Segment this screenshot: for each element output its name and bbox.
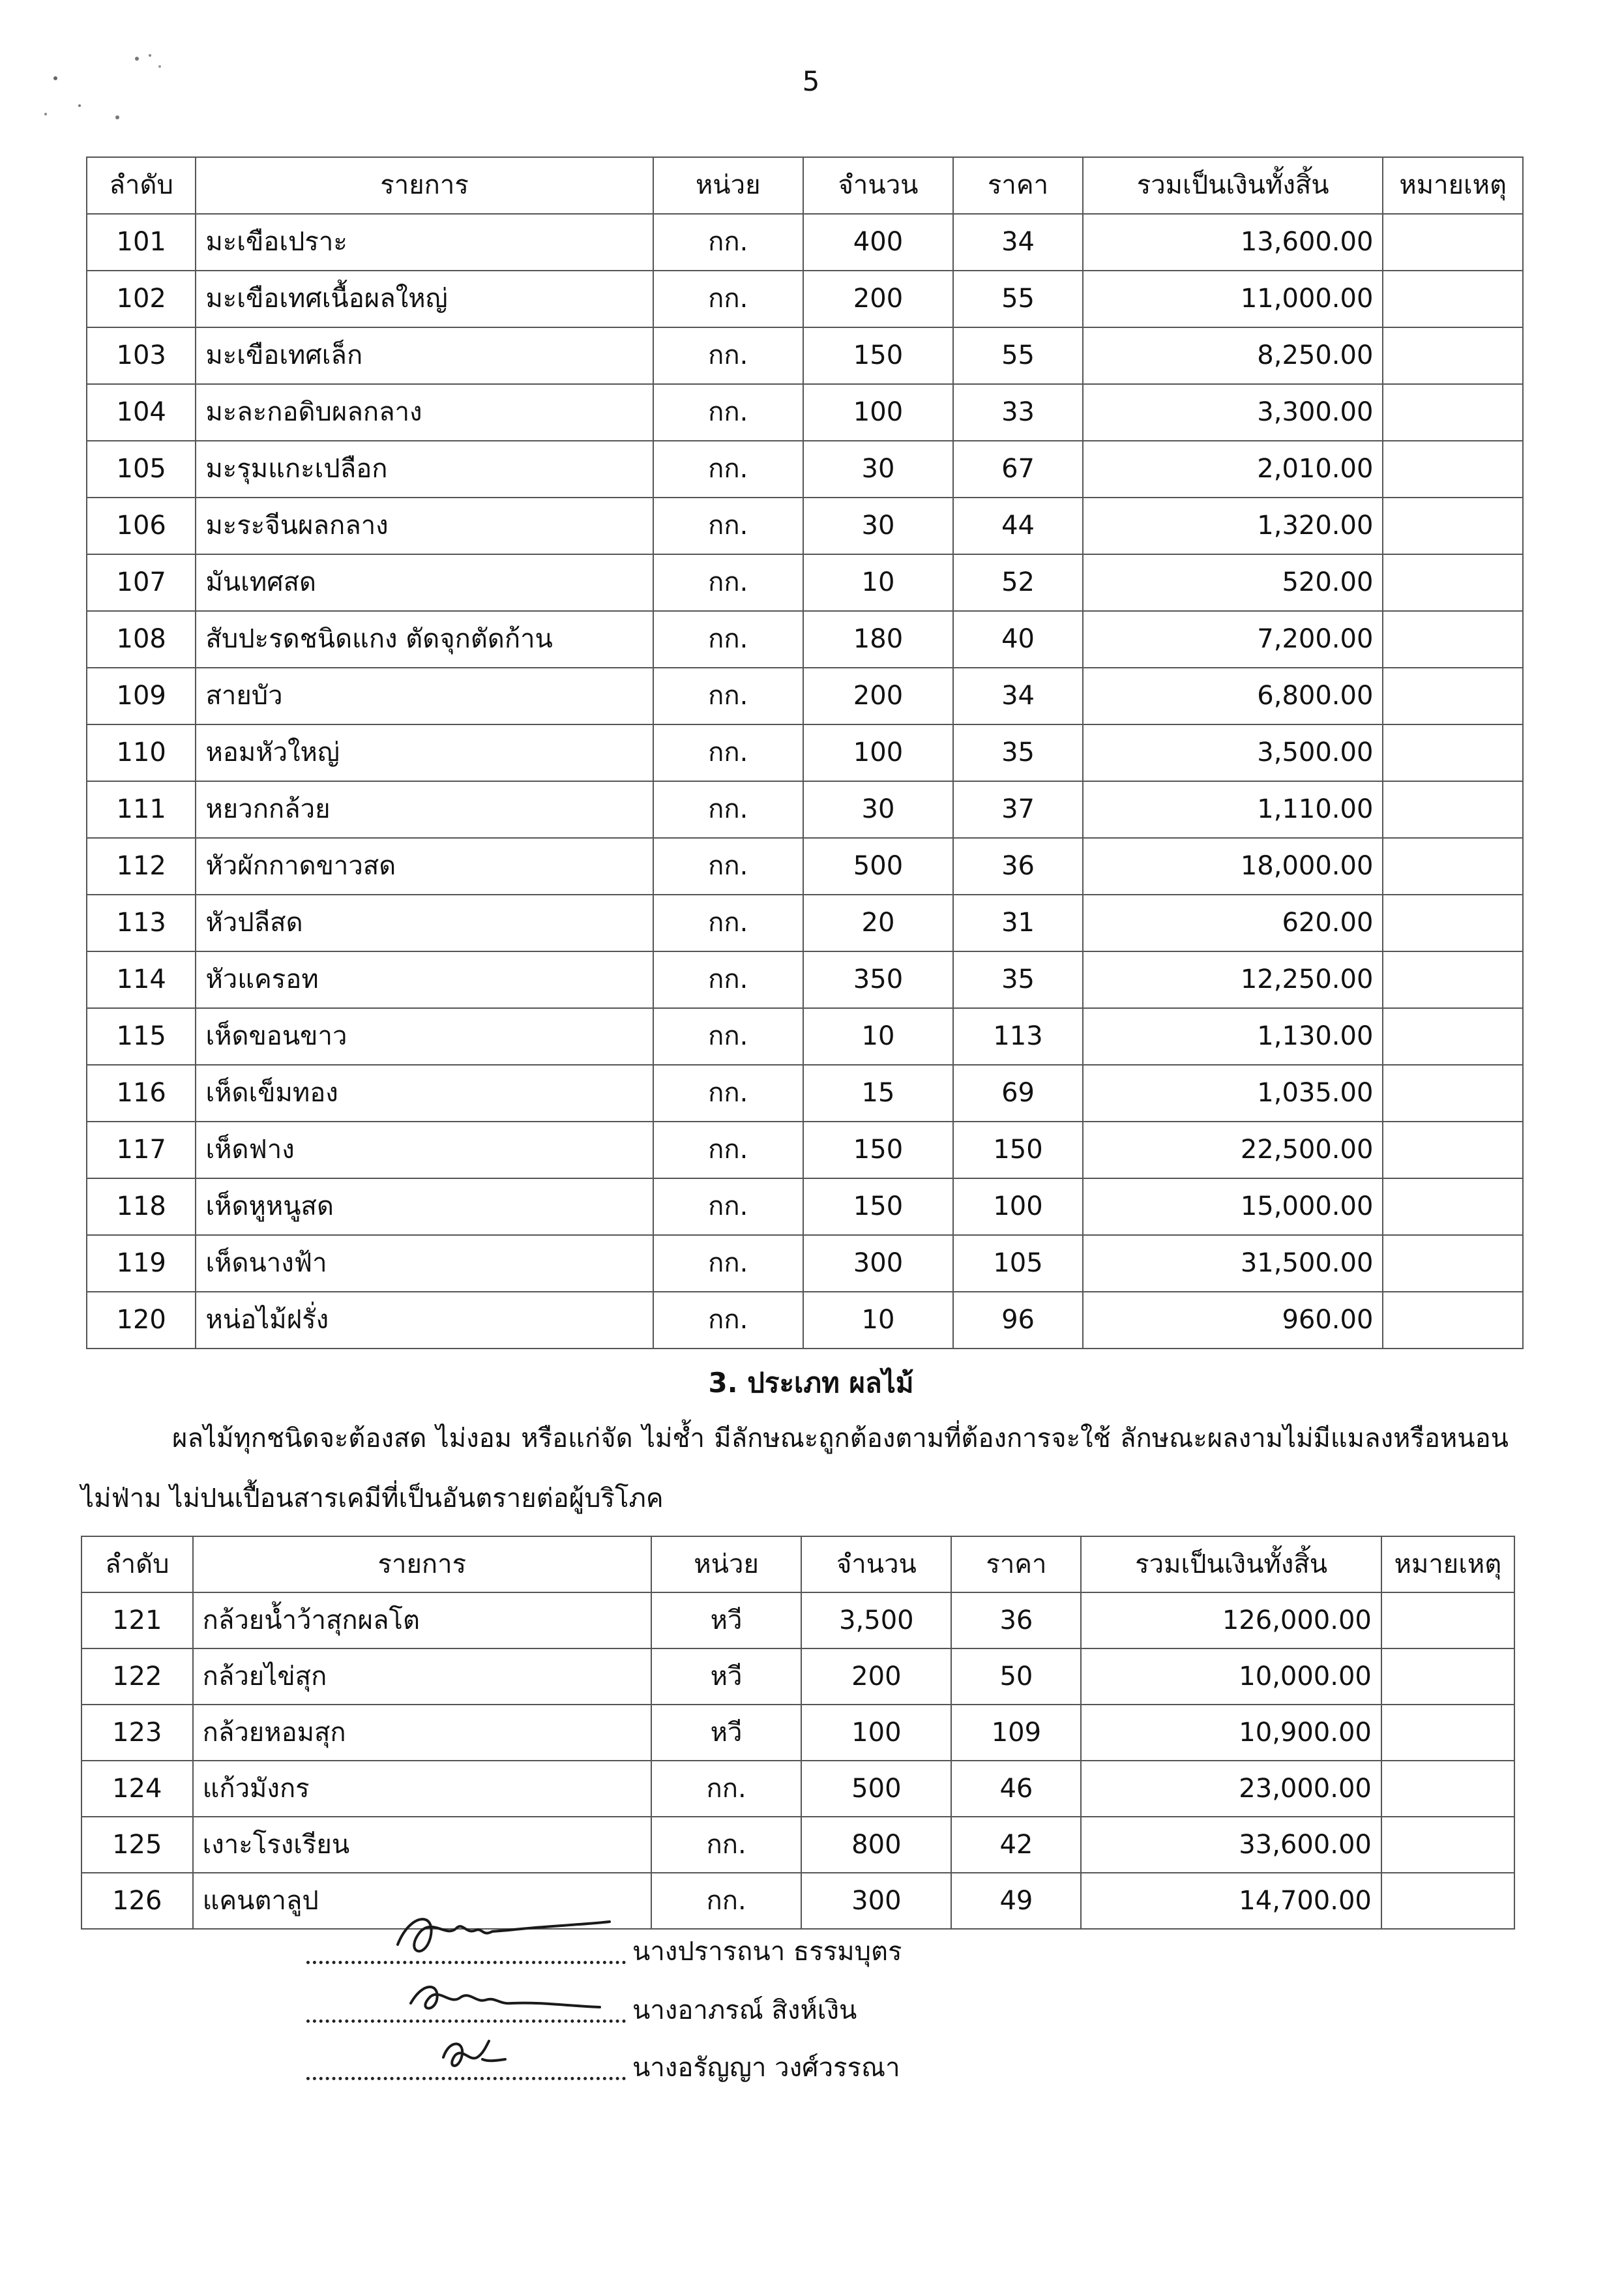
cell-note <box>1383 781 1523 838</box>
cell-note <box>1383 554 1523 611</box>
cell-total: 7,200.00 <box>1083 611 1383 668</box>
cell-total: 10,900.00 <box>1081 1705 1381 1761</box>
cell-price: 69 <box>953 1065 1083 1122</box>
table-row <box>87 781 1523 838</box>
cell-qty: 150 <box>803 1122 953 1178</box>
col-header-unit: หน่วย <box>653 157 803 214</box>
cell-total: 126,000.00 <box>1081 1592 1381 1648</box>
cell-total: 1,130.00 <box>1083 1008 1383 1065</box>
cell-item: เห็ดหูหนูสด <box>196 1178 653 1235</box>
cell-unit: กก. <box>653 838 803 895</box>
cell-no: 103 <box>87 327 196 384</box>
cell-note <box>1383 951 1523 1008</box>
cell-item: หอมหัวใหญ่ <box>196 724 653 781</box>
table-header-row <box>81 1536 1514 1592</box>
cell-qty: 180 <box>803 611 953 668</box>
cell-note <box>1383 1292 1523 1349</box>
cell-no: 122 <box>81 1648 193 1705</box>
table-body <box>87 214 1523 1349</box>
cell-no: 121 <box>81 1592 193 1648</box>
table-row <box>81 1648 1514 1705</box>
cell-unit: กก. <box>653 327 803 384</box>
cell-price: 46 <box>951 1761 1081 1817</box>
cell-no: 111 <box>87 781 196 838</box>
cell-item: มะเขือเทศเนื้อผลใหญ่ <box>196 271 653 327</box>
cell-item: กล้วยหอมสุก <box>193 1705 651 1761</box>
col-header-item: รายการ <box>196 157 653 214</box>
cell-price: 100 <box>953 1178 1083 1235</box>
cell-note <box>1383 1065 1523 1122</box>
cell-price: 150 <box>953 1122 1083 1178</box>
cell-note <box>1383 724 1523 781</box>
cell-no: 117 <box>87 1122 196 1178</box>
handwritten-signature <box>385 1964 619 2029</box>
cell-price: 36 <box>951 1592 1081 1648</box>
cell-item: มะระจีนผลกลาง <box>196 498 653 554</box>
cell-total: 6,800.00 <box>1083 668 1383 724</box>
cell-price: 34 <box>953 668 1083 724</box>
cell-price: 31 <box>953 895 1083 951</box>
cell-qty: 200 <box>801 1648 951 1705</box>
cell-note <box>1383 1008 1523 1065</box>
cell-unit: กก. <box>653 781 803 838</box>
cell-note <box>1383 611 1523 668</box>
col-header-item: รายการ <box>193 1536 651 1592</box>
cell-item: เห็ดฟาง <box>196 1122 653 1178</box>
cell-qty: 100 <box>803 724 953 781</box>
cell-total: 14,700.00 <box>1081 1873 1381 1929</box>
cell-unit: กก. <box>651 1873 801 1929</box>
cell-unit: กก. <box>653 1292 803 1349</box>
cell-unit: กก. <box>653 554 803 611</box>
cell-note <box>1383 214 1523 271</box>
cell-unit: กก. <box>653 1178 803 1235</box>
cell-no: 114 <box>87 951 196 1008</box>
col-header-qty: จำนวน <box>801 1536 951 1592</box>
table-row <box>87 214 1523 271</box>
cell-no: 116 <box>87 1065 196 1122</box>
cell-unit: กก. <box>653 895 803 951</box>
cell-qty: 100 <box>803 384 953 441</box>
cell-total: 33,600.00 <box>1081 1817 1381 1873</box>
cell-qty: 100 <box>801 1705 951 1761</box>
col-header-no: ลำดับ <box>87 157 196 214</box>
table-row <box>87 1178 1523 1235</box>
table-body <box>81 1592 1514 1929</box>
cell-no: 126 <box>81 1873 193 1929</box>
cell-qty: 15 <box>803 1065 953 1122</box>
cell-note <box>1383 327 1523 384</box>
cell-total: 11,000.00 <box>1083 271 1383 327</box>
cell-unit: กก. <box>653 1235 803 1292</box>
cell-item: มันเทศสด <box>196 554 653 611</box>
cell-total: 22,500.00 <box>1083 1122 1383 1178</box>
cell-unit: กก. <box>653 271 803 327</box>
cell-item: มะรุมแกะเปลือก <box>196 441 653 498</box>
section-description: ผลไม้ทุกชนิดจะต้องสด ไม่งอม หรือแก่จัด ไม่ช้ำ มีลักษณะถูกต้องตามที่ต้องการจะใช้ ลักษณะผลงามไม่มีแมลงหรือหนอน ไม่ฟ่าม ไม่ปนเปื้อนสารเคมีที่เป็นอันตรายต่อผู้บริโภค <box>81 1424 1509 1513</box>
table-row <box>87 271 1523 327</box>
cell-no: 118 <box>87 1178 196 1235</box>
cell-qty: 200 <box>803 271 953 327</box>
table-row <box>87 895 1523 951</box>
col-header-qty: จำนวน <box>803 157 953 214</box>
cell-qty: 3,500 <box>801 1592 951 1648</box>
table-row <box>81 1873 1514 1929</box>
col-header-total: รวมเป็นเงินทั้งสิ้น <box>1083 157 1383 214</box>
cell-note <box>1383 441 1523 498</box>
cell-qty: 30 <box>803 498 953 554</box>
cell-item: หยวกกล้วย <box>196 781 653 838</box>
cell-item: สายบัว <box>196 668 653 724</box>
cell-price: 105 <box>953 1235 1083 1292</box>
cell-unit: กก. <box>653 1065 803 1122</box>
cell-total: 31,500.00 <box>1083 1235 1383 1292</box>
table-row <box>87 1008 1523 1065</box>
cell-note <box>1383 668 1523 724</box>
cell-price: 109 <box>951 1705 1081 1761</box>
handwritten-signature <box>385 2021 580 2087</box>
signatory-name: นางอาภรณ์ สิงห์เงิน <box>632 1995 857 2025</box>
cell-note <box>1383 498 1523 554</box>
col-header-note: หมายเหตุ <box>1383 157 1523 214</box>
cell-total: 23,000.00 <box>1081 1761 1381 1817</box>
cell-unit: กก. <box>651 1761 801 1817</box>
cell-total: 13,600.00 <box>1083 214 1383 271</box>
table-row <box>87 441 1523 498</box>
cell-unit: กก. <box>651 1817 801 1873</box>
cell-qty: 300 <box>801 1873 951 1929</box>
cell-qty: 400 <box>803 214 953 271</box>
cell-no: 110 <box>87 724 196 781</box>
signature-row-3 <box>306 2040 1024 2092</box>
cell-qty: 10 <box>803 554 953 611</box>
cell-total: 12,250.00 <box>1083 951 1383 1008</box>
cell-price: 67 <box>953 441 1083 498</box>
cell-item: เงาะโรงเรียน <box>193 1817 651 1873</box>
cell-qty: 200 <box>803 668 953 724</box>
cell-no: 115 <box>87 1008 196 1065</box>
cell-unit: หวี <box>651 1592 801 1648</box>
cell-no: 106 <box>87 498 196 554</box>
table-row <box>81 1817 1514 1873</box>
cell-no: 105 <box>87 441 196 498</box>
cell-item: เห็ดนางฟ้า <box>196 1235 653 1292</box>
cell-qty: 150 <box>803 1178 953 1235</box>
cell-unit: กก. <box>653 441 803 498</box>
table-row <box>87 668 1523 724</box>
cell-note <box>1383 1235 1523 1292</box>
cell-item: กล้วยน้ำว้าสุกผลโต <box>193 1592 651 1648</box>
cell-qty: 20 <box>803 895 953 951</box>
cell-no: 113 <box>87 895 196 951</box>
cell-note <box>1383 384 1523 441</box>
cell-unit: กก. <box>653 724 803 781</box>
cell-price: 96 <box>953 1292 1083 1349</box>
table-row <box>81 1592 1514 1648</box>
cell-price: 40 <box>953 611 1083 668</box>
table-row <box>87 951 1523 1008</box>
cell-price: 37 <box>953 781 1083 838</box>
cell-note <box>1383 271 1523 327</box>
table-row <box>87 1065 1523 1122</box>
cell-unit: กก. <box>653 1122 803 1178</box>
col-header-note: หมายเหตุ <box>1381 1536 1514 1592</box>
cell-no: 124 <box>81 1761 193 1817</box>
cell-item: หัวแครอท <box>196 951 653 1008</box>
table-row <box>87 554 1523 611</box>
cell-no: 120 <box>87 1292 196 1349</box>
cell-total: 10,000.00 <box>1081 1648 1381 1705</box>
cell-note <box>1383 1178 1523 1235</box>
scan-specks <box>26 33 196 130</box>
cell-price: 34 <box>953 214 1083 271</box>
cell-item: หน่อไม้ฝรั่ง <box>196 1292 653 1349</box>
cell-total: 15,000.00 <box>1083 1178 1383 1235</box>
cell-unit: กก. <box>653 951 803 1008</box>
table-row <box>87 724 1523 781</box>
cell-no: 104 <box>87 384 196 441</box>
cell-note <box>1381 1873 1514 1929</box>
cell-price: 113 <box>953 1008 1083 1065</box>
cell-unit: หวี <box>651 1705 801 1761</box>
fruit-price-table <box>81 1536 1515 1930</box>
col-header-unit: หน่วย <box>651 1536 801 1592</box>
cell-qty: 350 <box>803 951 953 1008</box>
cell-qty: 500 <box>803 838 953 895</box>
cell-no: 119 <box>87 1235 196 1292</box>
table-row <box>87 384 1523 441</box>
cell-note <box>1381 1592 1514 1648</box>
cell-item: แก้วมังกร <box>193 1761 651 1817</box>
cell-no: 125 <box>81 1817 193 1873</box>
cell-qty: 30 <box>803 441 953 498</box>
col-header-no: ลำดับ <box>81 1536 193 1592</box>
cell-total: 18,000.00 <box>1083 838 1383 895</box>
cell-price: 50 <box>951 1648 1081 1705</box>
cell-note <box>1383 1122 1523 1178</box>
cell-note <box>1383 838 1523 895</box>
cell-total: 1,035.00 <box>1083 1065 1383 1122</box>
cell-no: 112 <box>87 838 196 895</box>
cell-total: 8,250.00 <box>1083 327 1383 384</box>
cell-item: เห็ดขอนขาว <box>196 1008 653 1065</box>
cell-no: 109 <box>87 668 196 724</box>
vegetable-price-table <box>86 157 1524 1349</box>
cell-price: 44 <box>953 498 1083 554</box>
page-number: 5 <box>802 65 820 97</box>
cell-item: แคนตาลูป <box>193 1873 651 1929</box>
cell-qty: 800 <box>801 1817 951 1873</box>
table-row <box>87 1235 1523 1292</box>
table-header-row <box>87 157 1523 214</box>
cell-item: มะละกอดิบผลกลาง <box>196 384 653 441</box>
table-row <box>87 1292 1523 1349</box>
cell-note <box>1381 1817 1514 1873</box>
cell-unit: กก. <box>653 611 803 668</box>
cell-note <box>1383 895 1523 951</box>
cell-item: หัวผักกาดขาวสด <box>196 838 653 895</box>
cell-item: มะเขือเทศเล็ก <box>196 327 653 384</box>
cell-price: 35 <box>953 724 1083 781</box>
cell-qty: 10 <box>803 1292 953 1349</box>
cell-item: สับปะรดชนิดแกง ตัดจุกตัดก้าน <box>196 611 653 668</box>
table-row <box>81 1705 1514 1761</box>
cell-unit: กก. <box>653 668 803 724</box>
cell-total: 1,320.00 <box>1083 498 1383 554</box>
cell-unit: กก. <box>653 384 803 441</box>
cell-note <box>1381 1648 1514 1705</box>
cell-qty: 30 <box>803 781 953 838</box>
cell-note <box>1381 1761 1514 1817</box>
cell-price: 42 <box>951 1817 1081 1873</box>
cell-price: 55 <box>953 327 1083 384</box>
cell-qty: 300 <box>803 1235 953 1292</box>
cell-no: 108 <box>87 611 196 668</box>
cell-price: 55 <box>953 271 1083 327</box>
cell-unit: หวี <box>651 1648 801 1705</box>
section-heading: 3. ประเภท ผลไม้ <box>708 1367 914 1399</box>
cell-total: 620.00 <box>1083 895 1383 951</box>
cell-total: 520.00 <box>1083 554 1383 611</box>
cell-qty: 500 <box>801 1761 951 1817</box>
cell-unit: กก. <box>653 1008 803 1065</box>
cell-qty: 10 <box>803 1008 953 1065</box>
cell-total: 960.00 <box>1083 1292 1383 1349</box>
col-header-price: ราคา <box>951 1536 1081 1592</box>
cell-item: กล้วยไข่สุก <box>193 1648 651 1705</box>
signatory-name: นางปรารถนา ธรรมบุตร <box>632 1937 902 1967</box>
cell-no: 107 <box>87 554 196 611</box>
cell-unit: กก. <box>653 214 803 271</box>
signatory-name: นางอรัญญา วงศ์วรรณา <box>632 2053 900 2083</box>
table-row <box>87 611 1523 668</box>
col-header-price: ราคา <box>953 157 1083 214</box>
cell-price: 35 <box>953 951 1083 1008</box>
cell-total: 3,500.00 <box>1083 724 1383 781</box>
table-row <box>87 498 1523 554</box>
cell-unit: กก. <box>653 498 803 554</box>
cell-note <box>1381 1705 1514 1761</box>
table-row <box>81 1761 1514 1817</box>
cell-price: 52 <box>953 554 1083 611</box>
table-row <box>87 838 1523 895</box>
handwritten-signature <box>385 1899 619 1971</box>
cell-price: 36 <box>953 838 1083 895</box>
cell-total: 3,300.00 <box>1083 384 1383 441</box>
cell-total: 1,110.00 <box>1083 781 1383 838</box>
cell-item: หัวปลีสด <box>196 895 653 951</box>
cell-no: 102 <box>87 271 196 327</box>
cell-item: เห็ดเข็มทอง <box>196 1065 653 1122</box>
cell-item: มะเขือเปราะ <box>196 214 653 271</box>
cell-no: 123 <box>81 1705 193 1761</box>
cell-no: 101 <box>87 214 196 271</box>
table-row <box>87 1122 1523 1178</box>
cell-price: 49 <box>951 1873 1081 1929</box>
cell-qty: 150 <box>803 327 953 384</box>
table-row <box>87 327 1523 384</box>
cell-price: 33 <box>953 384 1083 441</box>
col-header-total: รวมเป็นเงินทั้งสิ้น <box>1081 1536 1381 1592</box>
cell-total: 2,010.00 <box>1083 441 1383 498</box>
